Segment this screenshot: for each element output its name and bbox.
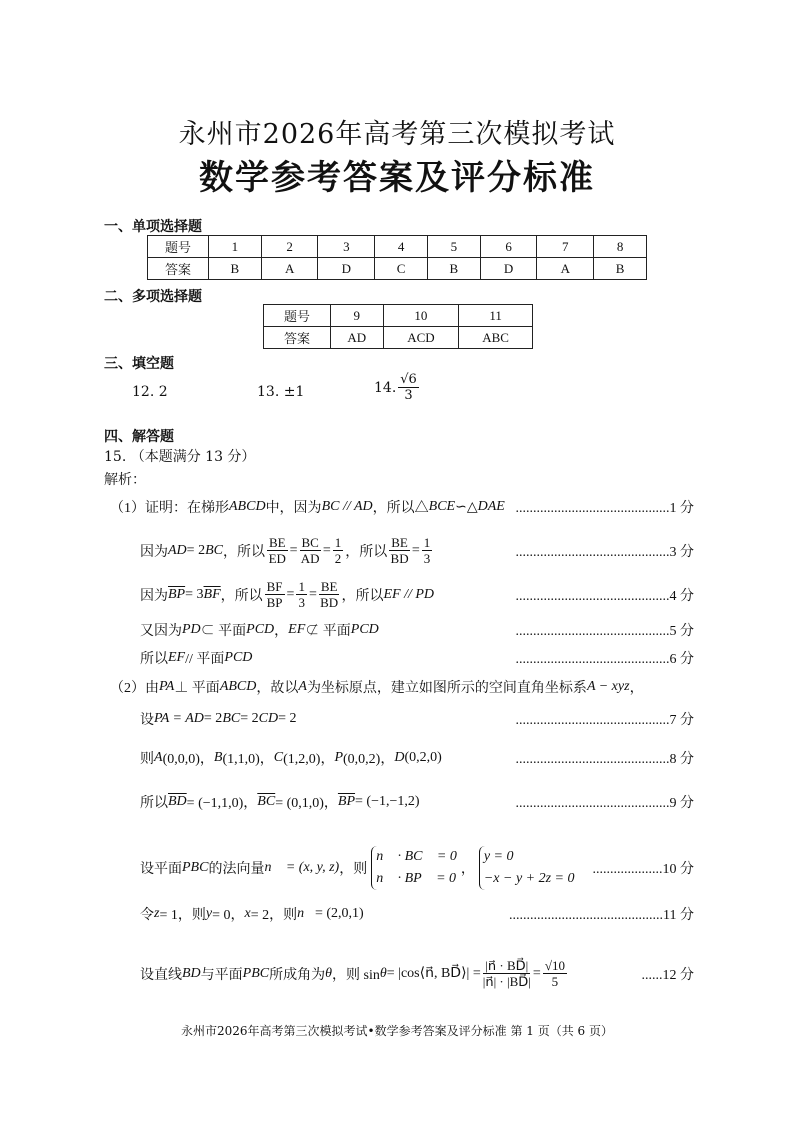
section-fill-blank: 三、填空题 xyxy=(104,356,174,372)
text: 中，因为 xyxy=(265,501,322,516)
fraction xyxy=(296,579,307,610)
answer-cell: B xyxy=(427,258,480,280)
text: 所成角为 xyxy=(269,967,326,983)
table-row xyxy=(148,236,647,258)
fraction xyxy=(300,535,321,566)
math-expr: ABCD xyxy=(219,679,257,694)
math-expr: CD xyxy=(258,711,279,726)
math-expr: θ xyxy=(325,965,333,981)
fraction xyxy=(267,535,288,566)
leader-dots: ...... xyxy=(641,967,663,983)
text: = (−1,1,0)， xyxy=(186,796,258,811)
line-content xyxy=(140,620,379,640)
leader-dots: ............................................ xyxy=(515,624,670,639)
line-content xyxy=(140,846,579,890)
q14-label: 14. xyxy=(374,379,397,396)
q15-header: 15. （本题满分 13 分） xyxy=(104,449,256,465)
text: ，则 xyxy=(339,862,368,877)
math-expr: PA = AD xyxy=(154,711,204,726)
question-number: 10 xyxy=(383,305,459,327)
leader-dots: ............................................ xyxy=(515,796,670,811)
math-expr: PA xyxy=(159,679,175,694)
text: 所以 xyxy=(140,796,168,811)
text: 设 xyxy=(140,713,154,728)
text: = 2，则 xyxy=(250,908,298,923)
denominator: AD xyxy=(300,551,320,566)
vector: $\overline{BP}$ xyxy=(337,794,356,809)
math-expr: AD xyxy=(168,542,187,558)
text: = 2 xyxy=(186,542,206,558)
math-expr: PBC xyxy=(182,860,209,875)
question-number: 1 xyxy=(209,236,262,258)
text: = (2,0,1) xyxy=(315,906,364,921)
line-content xyxy=(140,648,252,668)
numerator: 1 xyxy=(423,535,431,550)
line-content xyxy=(140,709,296,729)
text: 令 xyxy=(140,908,154,923)
table-row xyxy=(148,258,647,280)
equation-system xyxy=(479,846,575,890)
text: = 2 xyxy=(203,711,223,726)
numerator: 1 xyxy=(298,579,305,594)
solution-line xyxy=(140,579,694,610)
numerator: BF xyxy=(266,579,283,594)
question-number: 4 xyxy=(375,236,428,258)
equation: n⃗ · BC⃗ = 0 xyxy=(376,849,457,864)
leader-dots: ............................................ xyxy=(515,588,670,604)
text: ⊥ 平面 xyxy=(174,681,220,696)
equation-system xyxy=(371,846,457,890)
answer-q13: 13. ±1 xyxy=(257,384,305,400)
text: ⊂ 平面 xyxy=(200,624,247,639)
math-expr: C xyxy=(273,750,284,765)
row-label: 答案 xyxy=(148,258,209,280)
equation: y = 0 xyxy=(483,849,514,864)
line-content xyxy=(110,497,505,517)
vector: $\overline{BC}$ xyxy=(257,794,276,809)
score-value: 12 分 xyxy=(662,967,694,983)
denominator: BP xyxy=(266,595,283,610)
text: ， xyxy=(460,862,475,877)
denominator: 2 xyxy=(334,551,342,566)
text: ，所以 xyxy=(341,588,384,604)
answer-cell: A xyxy=(537,258,594,280)
numerator: BC xyxy=(301,535,319,550)
denominator: BD xyxy=(390,551,409,566)
question-number: 9 xyxy=(331,305,384,327)
vector: $\overline{BP}$ xyxy=(168,586,186,602)
multi-choice-table xyxy=(263,304,533,349)
row-label: 题号 xyxy=(148,236,209,258)
fraction xyxy=(319,579,340,610)
math-expr: θ xyxy=(379,965,387,981)
text: = xyxy=(308,586,317,602)
text: = (−1,−1,2) xyxy=(355,794,420,809)
score-value: 1 分 xyxy=(669,501,694,516)
math-expr: EF xyxy=(168,650,186,665)
solution-line xyxy=(140,535,694,566)
score xyxy=(642,964,695,984)
text: = 3 xyxy=(185,586,204,602)
numerator: BE xyxy=(268,535,286,550)
math-expr: B xyxy=(213,750,223,765)
text: (1,1,0)， xyxy=(222,752,274,767)
text: = 1，则 xyxy=(159,908,206,923)
equation: −x − y + 2z = 0 xyxy=(483,871,575,886)
score xyxy=(516,748,695,768)
line-content xyxy=(140,748,442,768)
line-content xyxy=(110,677,644,697)
fraction xyxy=(483,958,531,989)
line-content xyxy=(140,958,569,989)
page-footer: 永州市2026年高考第三次模拟考试•数学参考答案及评分标准 第 1 页（共 6 页） xyxy=(181,1024,613,1038)
numerator: BE xyxy=(391,535,408,550)
question-number: 7 xyxy=(537,236,594,258)
answer-cell: D xyxy=(480,258,537,280)
denominator: ED xyxy=(268,551,286,566)
text: ，所以 xyxy=(220,588,263,604)
line-content xyxy=(140,792,420,812)
text: = xyxy=(289,542,298,558)
math-expr: n⃗ = (x, y, z) xyxy=(264,860,340,875)
score xyxy=(516,709,695,729)
question-number: 5 xyxy=(427,236,480,258)
score xyxy=(509,904,694,924)
table-row xyxy=(264,327,533,349)
score xyxy=(516,585,695,605)
solution-line xyxy=(140,904,694,924)
denominator: BD xyxy=(320,595,339,610)
solution-line xyxy=(140,648,694,668)
score xyxy=(516,792,695,812)
question-number: 2 xyxy=(261,236,318,258)
table-row xyxy=(264,305,533,327)
text: ，所以△ xyxy=(372,501,429,516)
text: = 2 xyxy=(278,711,297,726)
text: // 平面 xyxy=(185,652,225,667)
section-single-choice: 一、单项选择题 xyxy=(104,219,202,235)
math-expr: PD xyxy=(182,622,201,637)
numerator: |n⃗ · BD⃗| xyxy=(485,958,529,973)
text: 设直线 xyxy=(140,967,182,983)
row-label: 答案 xyxy=(264,327,331,349)
text: ∽△ xyxy=(455,499,478,515)
math-expr: A xyxy=(154,750,163,765)
page-title: 数学参考答案及评分标准 xyxy=(199,158,595,198)
line-content xyxy=(140,904,364,924)
text: = xyxy=(411,542,420,558)
solution-line xyxy=(140,709,694,729)
text: = 0， xyxy=(212,908,245,923)
text: = 2 xyxy=(240,711,259,726)
math-expr: DAE xyxy=(477,499,505,514)
math-expr: BC xyxy=(222,711,241,726)
fraction xyxy=(333,535,344,566)
text: 为坐标原点，建立如图所示的空间直角坐标系 xyxy=(306,681,587,696)
vector: $\overline{BF}$ xyxy=(203,586,221,602)
math-expr: BC // AD xyxy=(321,499,373,514)
fraction xyxy=(398,372,419,403)
solution-line xyxy=(140,958,694,989)
text: 所以 xyxy=(140,652,168,667)
text: 又因为 xyxy=(140,624,182,639)
answer-cell: B xyxy=(594,258,647,280)
math-expr: PBC xyxy=(242,965,270,981)
question-number: 11 xyxy=(459,305,533,327)
answer-q14 xyxy=(374,372,421,403)
denominator: 3 xyxy=(423,551,431,566)
math-expr: ABCD xyxy=(229,499,266,514)
numerator: BE xyxy=(320,579,338,594)
score xyxy=(516,497,695,517)
text: 则 xyxy=(140,752,154,767)
answer-q12: 12. 2 xyxy=(132,384,168,400)
text: 设平面 xyxy=(140,862,182,877)
solution-line xyxy=(110,497,694,517)
score xyxy=(516,541,695,561)
text: ， xyxy=(629,681,644,696)
math-expr: EF // PD xyxy=(383,586,435,602)
math-expr: A xyxy=(298,679,307,694)
equation: n⃗ · BP⃗ = 0 xyxy=(376,871,457,886)
numerator: √6 xyxy=(400,372,417,387)
score-value: 7 分 xyxy=(669,713,694,728)
math-expr: y xyxy=(205,906,213,921)
solution-line xyxy=(140,792,694,812)
score-value: 11 分 xyxy=(663,908,694,923)
math-expr: BC xyxy=(205,542,223,558)
score-value: 5 分 xyxy=(669,624,694,639)
score-value: 9 分 xyxy=(669,796,694,811)
text: 因为 xyxy=(140,544,168,560)
row-label: 题号 xyxy=(264,305,331,327)
text: ⊄ 平面 xyxy=(305,624,351,639)
fraction xyxy=(389,535,410,566)
text: ，则 sin xyxy=(332,967,380,983)
text: (0,2,0) xyxy=(404,750,442,765)
solution-line xyxy=(140,846,694,890)
text: ，所以 xyxy=(345,544,388,560)
line-content xyxy=(140,535,434,566)
math-expr: EF xyxy=(288,622,306,637)
text: = xyxy=(532,965,541,981)
answer-cell: C xyxy=(375,258,428,280)
exam-title: 永州市2026年高考第三次模拟考试 xyxy=(178,119,616,150)
leader-dots: .................... xyxy=(592,862,663,877)
score xyxy=(516,620,695,640)
math-expr: PCD xyxy=(350,622,379,637)
denominator: 3 xyxy=(298,595,305,610)
score-value: 10 分 xyxy=(662,862,694,877)
text: = |cos⟨n⃗, BD⃗⟩| = xyxy=(386,966,481,981)
answer-cell: D xyxy=(318,258,375,280)
question-number: 3 xyxy=(318,236,375,258)
score xyxy=(516,648,695,668)
answer-cell: B xyxy=(209,258,262,280)
vector: $\overline{BD}$ xyxy=(168,794,187,809)
text: = xyxy=(322,542,331,558)
score-value: 6 分 xyxy=(669,652,694,667)
score-value: 4 分 xyxy=(669,588,694,604)
text: 与平面 xyxy=(200,967,243,983)
leader-dots: ............................................ xyxy=(515,501,670,516)
score-value: 8 分 xyxy=(669,752,694,767)
text: ， xyxy=(274,624,289,639)
text: (1,2,0)， xyxy=(283,752,335,767)
math-expr: D xyxy=(394,750,405,765)
math-expr: PCD xyxy=(246,622,275,637)
leader-dots: ............................................ xyxy=(515,544,670,560)
text: ，所以 xyxy=(222,544,265,560)
text: (0,0,2)， xyxy=(343,752,395,767)
text: ，故以 xyxy=(256,681,299,696)
answer-cell: ACD xyxy=(383,327,459,349)
question-number: 6 xyxy=(480,236,537,258)
text: = xyxy=(286,586,295,602)
section-multi-choice: 二、多项选择题 xyxy=(104,289,202,305)
math-expr: P xyxy=(334,750,344,765)
solution-line xyxy=(110,677,694,697)
math-expr: BCE xyxy=(428,499,456,514)
denominator: 3 xyxy=(404,388,413,403)
text: (0,0,0)， xyxy=(162,752,214,767)
math-expr: PCD xyxy=(224,650,253,665)
numerator: 1 xyxy=(334,535,342,550)
text: 因为 xyxy=(140,588,168,604)
math-expr: BD xyxy=(182,965,201,981)
text: 的法向量 xyxy=(208,862,265,877)
leader-dots: ............................................ xyxy=(515,652,670,667)
score-value: 3 分 xyxy=(669,544,694,560)
question-number: 8 xyxy=(594,236,647,258)
text: = (0,1,0)， xyxy=(275,796,338,811)
score xyxy=(593,858,695,878)
fraction xyxy=(422,535,433,566)
fraction xyxy=(543,958,567,989)
denominator: |n⃗| · |BD⃗| xyxy=(482,974,531,989)
leader-dots: ............................................ xyxy=(509,908,664,923)
leader-dots: ............................................ xyxy=(515,713,670,728)
text: （2）由 xyxy=(110,681,159,696)
solution-line xyxy=(140,620,694,640)
answer-cell: AD xyxy=(331,327,384,349)
fraction xyxy=(265,579,285,610)
text: （1）证明：在梯形 xyxy=(110,501,229,516)
solution-line xyxy=(140,748,694,768)
math-expr: z xyxy=(154,906,160,921)
math-expr: A − xyz xyxy=(586,679,630,694)
answer-cell: A xyxy=(261,258,318,280)
math-expr: n⃗ xyxy=(297,906,315,921)
numerator: √10 xyxy=(544,958,565,973)
leader-dots: ............................................ xyxy=(515,752,670,767)
denominator: 5 xyxy=(551,974,559,989)
math-expr: x xyxy=(244,906,251,921)
analysis-label: 解析： xyxy=(104,472,146,488)
line-content xyxy=(140,579,434,610)
section-solutions: 四、解答题 xyxy=(104,429,174,445)
answer-cell: ABC xyxy=(459,327,533,349)
single-choice-table xyxy=(147,235,647,280)
